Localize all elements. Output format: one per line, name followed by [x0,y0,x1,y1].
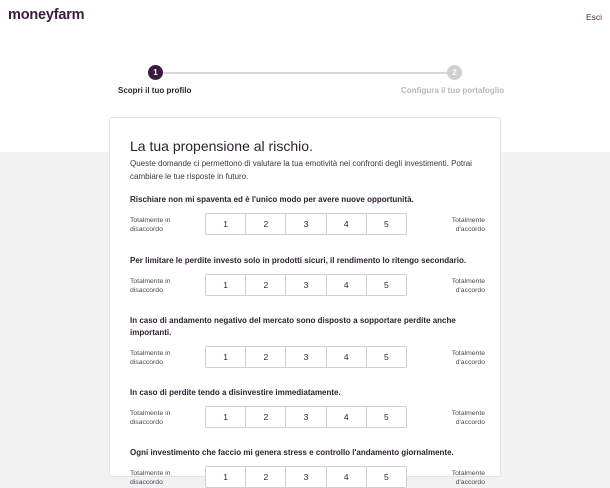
scale-max-label: Totalmente d'accordo [451,217,485,233]
scale-options [205,274,407,296]
scale-max-label: Totalmente d'accordo [451,350,485,366]
scale-max-label: Totalmente d'accordo [451,410,485,426]
question-text: In caso di perdite tendo a disinvestire immediatamente. [130,388,341,397]
question-text: In caso di andamento negativo del mercato sono disposto a sopportare perdite anche importanti. [130,316,456,337]
scale-options [205,406,407,428]
scale-max-label: Totalmente d'accordo [451,470,485,486]
scale-option-1[interactable]: 1 [206,467,246,487]
likert-scale [130,346,485,368]
scale-option-5[interactable]: 5 [367,347,406,367]
scale-option-5[interactable]: 5 [367,275,406,295]
scale-option-1[interactable]: 1 [206,347,246,367]
scale-option-2[interactable]: 2 [246,467,286,487]
scale-option-4[interactable]: 4 [327,275,367,295]
scale-option-5[interactable]: 5 [367,467,406,487]
step-2-indicator: 2 [447,65,462,80]
scale-min-label: Totalmente in disaccordo [130,217,171,233]
risk-questionnaire-card [109,117,501,486]
scale-options [205,346,407,368]
likert-scale [130,213,485,235]
scale-option-5[interactable]: 5 [367,407,406,427]
scale-option-4[interactable]: 4 [327,347,367,367]
scale-option-3[interactable]: 3 [286,407,326,427]
scale-option-3[interactable]: 3 [286,347,326,367]
step-2-label: Configura il tuo portafoglio [401,86,505,95]
scale-option-2[interactable]: 2 [246,347,286,367]
scale-option-2[interactable]: 2 [246,214,286,234]
card-title: La tua propensione al rischio. [130,138,313,154]
scale-max-label: Totalmente d'accordo [451,278,485,294]
scale-option-1[interactable]: 1 [206,275,246,295]
scale-option-1[interactable]: 1 [206,214,246,234]
scale-min-label: Totalmente in disaccordo [130,350,171,366]
likert-scale [130,466,485,488]
scale-options [205,466,407,488]
moneyfarm-logo[interactable]: moneyfarm [8,7,85,23]
scale-option-1[interactable]: 1 [206,407,246,427]
scale-options [205,213,407,235]
exit-link[interactable]: Esci [585,12,602,22]
step-1-label: Scopri il tuo profilo [118,86,192,95]
question-text: Per limitare le perdite investo solo in prodotti sicuri, il rendimento lo ritengo secondario. [130,256,467,265]
scale-option-2[interactable]: 2 [246,407,286,427]
scale-min-label: Totalmente in disaccordo [130,278,171,294]
scale-option-4[interactable]: 4 [327,214,367,234]
scale-option-5[interactable]: 5 [367,214,406,234]
scale-option-4[interactable]: 4 [327,407,367,427]
progress-stepper [0,0,610,100]
stepper-line [163,72,447,74]
scale-option-2[interactable]: 2 [246,275,286,295]
step-1-indicator: 1 [148,65,163,80]
question-text: Ogni investimento che faccio mi genera stress e controllo l'andamento giornalmente. [130,448,454,457]
scale-option-4[interactable]: 4 [327,467,367,487]
question-text: Rischiare non mi spaventa ed è l'unico modo per avere nuove opportunità. [130,195,414,204]
scale-min-label: Totalmente in disaccordo [130,470,171,486]
likert-scale [130,274,485,296]
card-description: Queste domande ci permettono di valutare la tua emotività nei confronti degli investimenti. Potrai cambiare le tue risposte in futuro. [130,159,472,181]
likert-scale [130,406,485,428]
scale-option-3[interactable]: 3 [286,275,326,295]
scale-option-3[interactable]: 3 [286,214,326,234]
scale-min-label: Totalmente in disaccordo [130,410,171,426]
scale-option-3[interactable]: 3 [286,467,326,487]
